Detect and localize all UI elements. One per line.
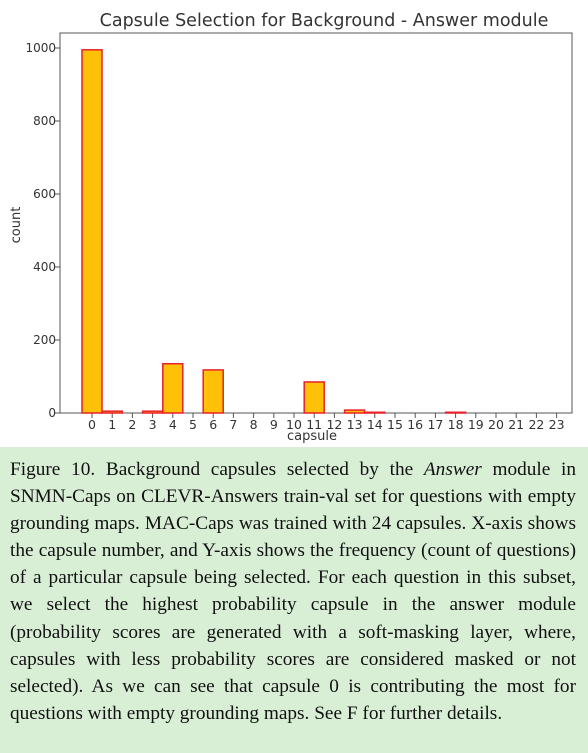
- y-tick-label: 0: [48, 406, 56, 420]
- caption-emphasis: Answer: [423, 459, 482, 480]
- x-tick-label: 10: [286, 417, 302, 432]
- x-tick-label: 8: [249, 417, 258, 432]
- x-tick-label: 0: [88, 417, 96, 432]
- figure-caption: [10, 456, 576, 727]
- y-tick-label: 200: [33, 333, 56, 347]
- x-tick-label: 18: [447, 417, 464, 432]
- x-tick-label: 23: [548, 417, 565, 432]
- y-tick-label: 400: [33, 260, 56, 274]
- x-tick-label: 17: [427, 417, 444, 432]
- plot-frame: [60, 33, 572, 413]
- bar-capsule-14: [365, 412, 385, 413]
- x-tick-label: 9: [269, 417, 278, 432]
- y-tick-label: 1000: [25, 41, 56, 55]
- x-tick-label: 20: [488, 417, 504, 432]
- x-tick-label: 4: [168, 417, 177, 432]
- y-tick-label: 600: [33, 187, 56, 201]
- x-tick-label: 15: [387, 417, 403, 432]
- bar-capsule-3: [143, 411, 163, 413]
- x-tick-label: 1: [108, 417, 117, 432]
- x-tick-label: 14: [366, 417, 383, 432]
- bar-capsule-18: [446, 412, 466, 413]
- x-tick-label: 12: [326, 417, 343, 432]
- bar-capsule-0: [82, 50, 102, 413]
- bar-capsule-4: [163, 364, 183, 413]
- x-tick-label: 7: [229, 417, 238, 432]
- x-tick-label: 16: [407, 417, 424, 432]
- x-tick-label: 2: [128, 417, 137, 432]
- x-tick-label: 13: [346, 417, 363, 432]
- x-tick-label: 11: [306, 417, 323, 432]
- caption-text-start: Figure 10. Background capsules selected by the: [10, 459, 424, 480]
- x-tick-label: 6: [209, 417, 218, 432]
- y-tick-label: 800: [33, 114, 56, 128]
- x-tick-label: 22: [528, 417, 545, 432]
- x-tick-label: 5: [189, 417, 197, 432]
- x-tick-label: 19: [467, 417, 484, 432]
- chart-title: Capsule Selection for Background - Answer module: [99, 11, 549, 31]
- x-tick-label: 3: [148, 417, 157, 432]
- y-axis-label: count: [9, 206, 24, 244]
- x-tick-label: 21: [508, 417, 525, 432]
- caption-text-end: module in SNMN-Caps on CLEVR-Answers train-val set for questions with empty grounding maps. MAC-Caps was trained with 24 capsules. X-axis shows the capsule number, and Y-axis shows the frequency (count of questions) of a particular capsule being selected. For each question in this subset, we select the highest probability capsule in the answer module (probability scores are generated with a soft-masking layer, where, capsules with less probability scores are considered masked or not selected). As we can see that capsule 0 is contributing the most for questions with empty grounding maps. See F for further details.: [10, 459, 577, 724]
- bar-capsule-13: [345, 410, 365, 413]
- bar-capsule-11: [304, 382, 324, 413]
- bar-capsule-6: [203, 370, 223, 413]
- x-axis-label: capsule: [287, 429, 337, 444]
- bar-capsule-1: [102, 411, 122, 413]
